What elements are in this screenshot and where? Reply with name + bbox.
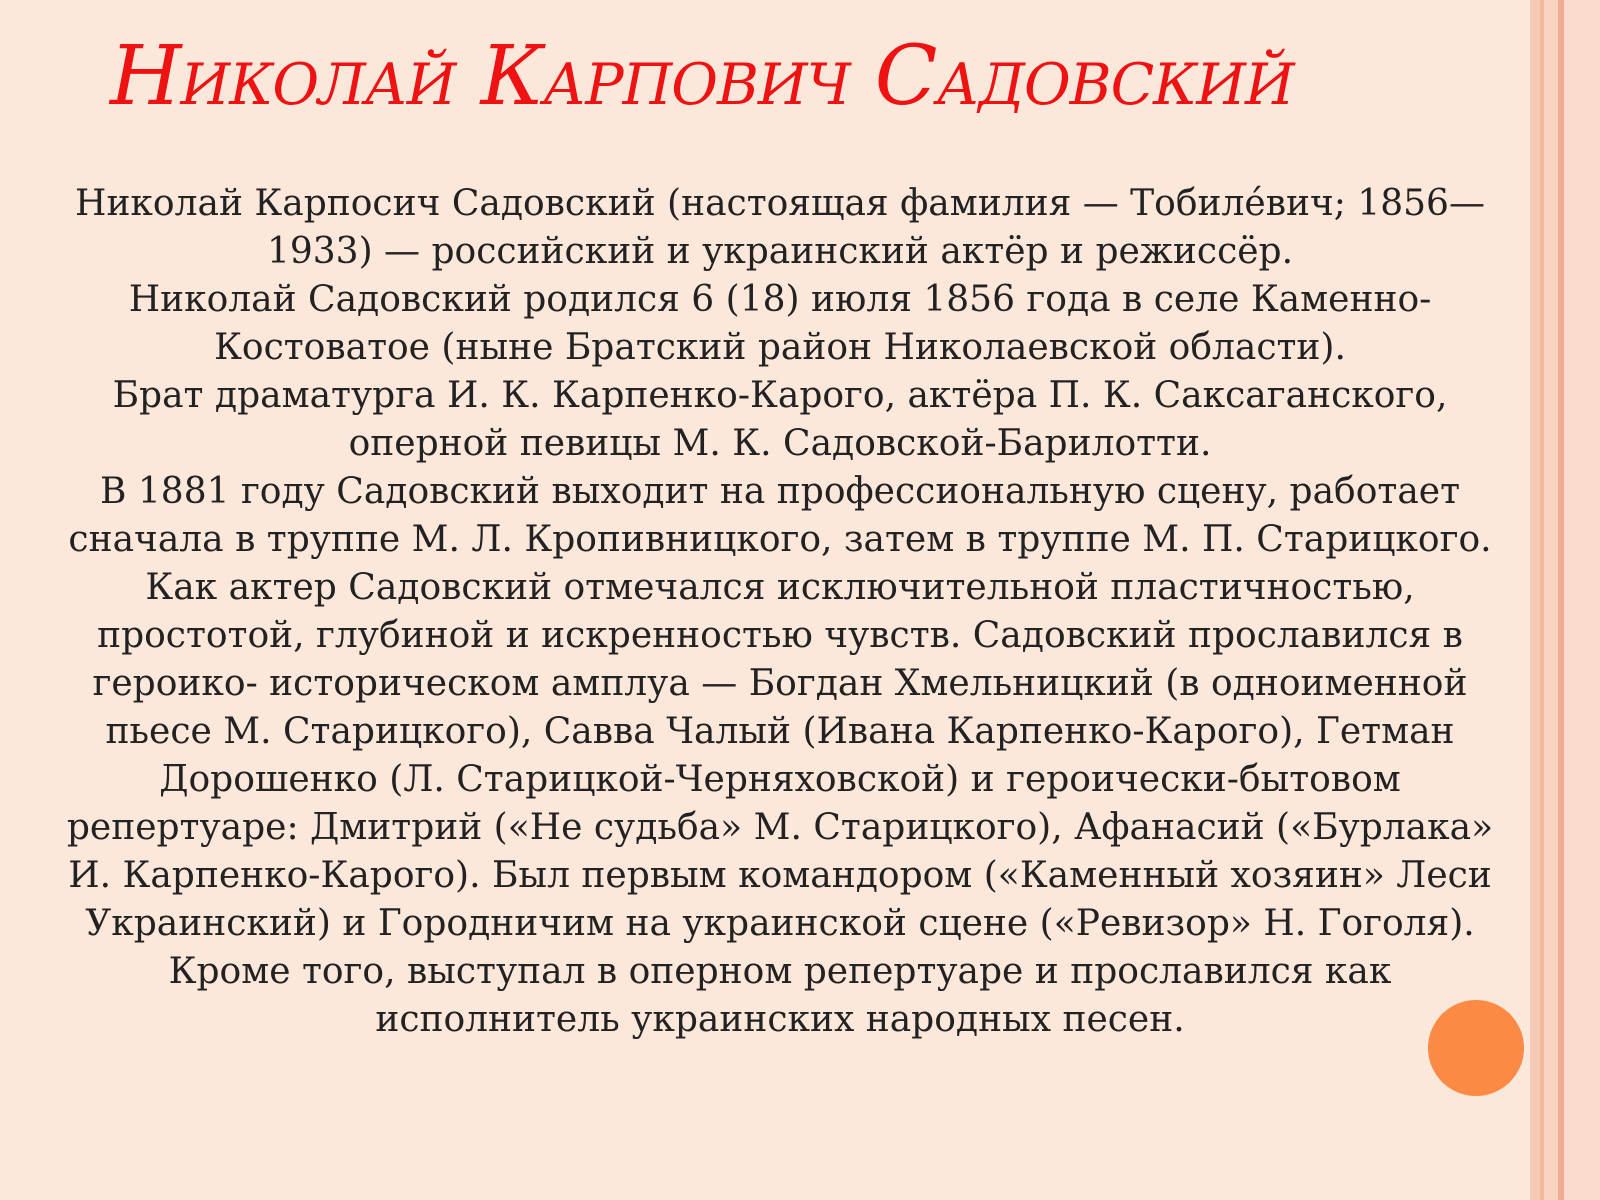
decorative-stripe bbox=[1564, 0, 1600, 1200]
paragraph-birth: Николай Садовский родился 6 (18) июля 1856 года в селе Каменно-Костоватое (ныне Братский район Николаевской области). bbox=[128, 279, 1432, 368]
decorative-orange-circle bbox=[1428, 1000, 1524, 1096]
paragraph-intro: Николай Карпосич Садовский (настоящая фамилия — Тобиле́вич; 1856—1933) — российский и украинский актёр и режиссёр. bbox=[75, 183, 1485, 272]
paragraph-roles: Как актер Садовский отмечался исключительной пластичностью, простотой, глубиной и искренностью чувств. Садовский прославился в героико- историческом амплуа — Богдан Хмельницкий (в одноименной пьесе М. Старицкого), Савва Чалый (Ивана Карпенко-Карого), Гетман Дорошенко (Л. Старицкой-Черняховской) и героически-бытовом репертуаре: Дмитрий («Не судьба» М. Старицкого), Афанасий («Бурлака» И. Карпенко-Карого). Был первым командором («Каменный хозяин» Леси Украинский) и Городничим на украинской сцене («Ревизор» Н. Гоголя). Кроме того, выступал в оперном репертуаре и прославился как исполнитель украинских народных песен. bbox=[66, 567, 1494, 1040]
decorative-stripe bbox=[1530, 0, 1540, 1200]
slide-title: Николай Карпович Садовский bbox=[110, 29, 1294, 124]
paragraph-career: В 1881 году Садовский выходит на профессиональную сцену, работает сначала в труппе М. Л. Кропивницкого, затем в труппе М. П. Старицкого. bbox=[68, 471, 1492, 560]
slide-body bbox=[60, 180, 1500, 1044]
decorative-stripe bbox=[1544, 0, 1558, 1200]
paragraph-family: Брат драматурга И. К. Карпенко-Карого, актёра П. К. Саксаганского, оперной певицы М. К. Садовской-Барилотти. bbox=[112, 375, 1448, 464]
